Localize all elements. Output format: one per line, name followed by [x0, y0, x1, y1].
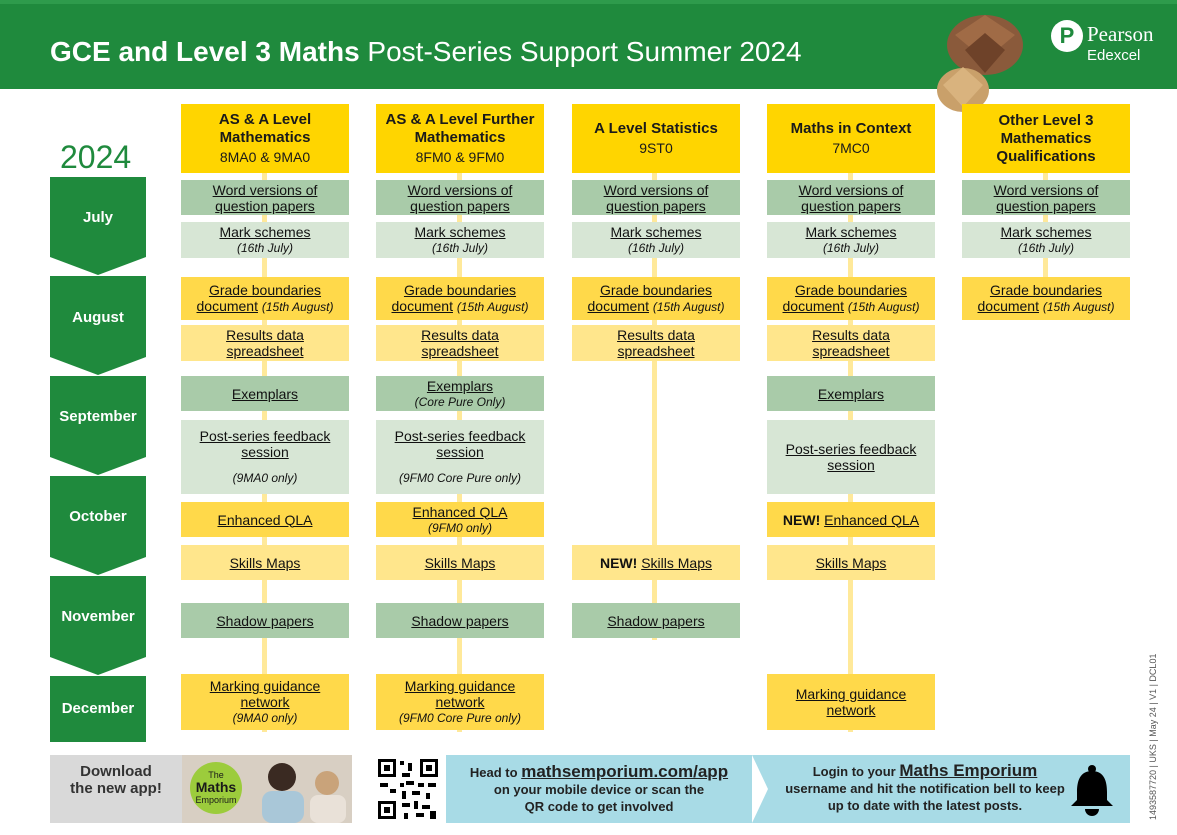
year-label: 2024: [60, 139, 132, 175]
column-title: Maths in Context: [790, 120, 912, 137]
pine-cones-image: [925, 5, 1045, 120]
enhanced-qla-link[interactable]: Enhanced QLA: [181, 502, 349, 537]
mark-schemes-link[interactable]: Mark schemes (16th July): [767, 222, 935, 258]
column-header-other-level3: [962, 104, 1130, 173]
column-code: 9ST0: [639, 140, 673, 156]
grade-boundaries-link[interactable]: Grade boundaries document (15th August): [376, 277, 544, 320]
month-december: December: [61, 700, 135, 717]
column-header-maths: [181, 104, 349, 173]
column-header-maths-in-context: [767, 104, 935, 173]
page-title: [50, 35, 802, 69]
column-code: 8MA0 & 9MA0: [219, 149, 311, 165]
month-arrows: [50, 177, 146, 757]
column-title: Other Level 3 Mathematics Qualifications: [996, 111, 1096, 165]
month-september: September: [59, 408, 137, 425]
feedback-session-link[interactable]: Post-series feedback session (9MA0 only): [181, 420, 349, 494]
maths-emporium-badge: [190, 762, 242, 814]
app-info-text: [446, 763, 752, 815]
word-versions-link[interactable]: Word versions of question papers: [376, 180, 544, 215]
panel-arrow: [752, 755, 768, 823]
exemplars-link[interactable]: Exemplars (Core Pure Only): [376, 376, 544, 411]
document-code: 1493587720 | UKS | May 24 | V1 | DCL01: [1148, 653, 1158, 820]
column-title: A Level Statistics: [594, 120, 718, 137]
results-data-link[interactable]: Results data spreadsheet: [767, 325, 935, 361]
word-versions-link[interactable]: Word versions of question papers: [572, 180, 740, 215]
column-header-statistics: [572, 104, 740, 173]
app-url-link[interactable]: mathsemporium.com/app: [521, 762, 729, 781]
login-prefix: Login to your: [812, 764, 896, 779]
title-bold: GCE and Level 3 Maths: [50, 36, 360, 67]
word-versions-link[interactable]: Word versions of question papers: [767, 180, 935, 215]
results-data-link[interactable]: Results data spreadsheet: [376, 325, 544, 361]
results-data-link[interactable]: Results data spreadsheet: [181, 325, 349, 361]
skills-maps-link[interactable]: Skills Maps: [181, 545, 349, 580]
scan-text: on your mobile device or scan the QR code to get involved: [493, 782, 705, 814]
brand-name: Pearson: [1087, 22, 1154, 46]
column-code: 7MC0: [832, 140, 870, 156]
skills-maps-link[interactable]: Skills Maps: [767, 545, 935, 580]
skills-maps-link[interactable]: NEW! Skills Maps: [572, 545, 740, 580]
grade-boundaries-link[interactable]: Grade boundaries document (15th August): [767, 277, 935, 320]
month-october: October: [69, 508, 127, 525]
mark-schemes-link[interactable]: Mark schemes (16th July): [181, 222, 349, 258]
qr-code-icon[interactable]: [376, 757, 440, 821]
marking-guidance-link[interactable]: Marking guidance network (9MA0 only): [181, 674, 349, 730]
notification-bell-icon: [1068, 764, 1116, 816]
mark-schemes-link[interactable]: Mark schemes (16th July): [572, 222, 740, 258]
feedback-session-link[interactable]: Post-series feedback session: [767, 420, 935, 494]
column-code: 8FM0 & 9FM0: [415, 149, 505, 165]
mark-schemes-link[interactable]: Mark schemes (16th July): [962, 222, 1130, 258]
mark-schemes-link[interactable]: Mark schemes (16th July): [376, 222, 544, 258]
column-title: AS & A Level Further Mathematics: [385, 111, 535, 146]
header-top-line: [0, 0, 1177, 4]
enhanced-qla-link[interactable]: Enhanced QLA (9FM0 only): [376, 502, 544, 537]
marking-guidance-link[interactable]: Marking guidance network: [767, 674, 935, 730]
badge-emporium: Emporium: [195, 795, 237, 805]
login-text: [780, 762, 1070, 814]
exemplars-link[interactable]: Exemplars: [767, 376, 935, 411]
grade-boundaries-link[interactable]: Grade boundaries document (15th August): [962, 277, 1130, 320]
shadow-papers-link[interactable]: Shadow papers: [181, 603, 349, 638]
skills-maps-link[interactable]: Skills Maps: [376, 545, 544, 580]
grade-boundaries-link[interactable]: Grade boundaries document (15th August): [181, 277, 349, 320]
column-header-further-maths: [376, 104, 544, 173]
marking-guidance-link[interactable]: Marking guidance network (9FM0 Core Pure only): [376, 674, 544, 730]
download-app-text: Download the new app!: [70, 763, 162, 797]
enhanced-qla-link[interactable]: NEW! Enhanced QLA: [767, 502, 935, 537]
month-august: August: [72, 309, 124, 326]
month-november: November: [61, 608, 135, 625]
month-july: July: [82, 209, 113, 226]
login-rest: username and hit the notification bell to keep up to date with the latest posts.: [785, 781, 1065, 813]
word-versions-link[interactable]: Word versions of question papers: [181, 180, 349, 215]
pearson-logo-icon: P: [1051, 20, 1083, 52]
feedback-session-link[interactable]: Post-series feedback session (9FM0 Core Pure only): [376, 420, 544, 494]
shadow-papers-link[interactable]: Shadow papers: [572, 603, 740, 638]
results-data-link[interactable]: Results data spreadsheet: [572, 325, 740, 361]
shadow-papers-link[interactable]: Shadow papers: [376, 603, 544, 638]
badge-maths: Maths: [195, 779, 237, 795]
sub-brand-name: Edexcel: [1087, 47, 1141, 64]
column-title: AS & A Level Mathematics: [218, 111, 312, 146]
head-to-text: Head to: [469, 765, 518, 780]
title-rest: Post-Series Support Summer 2024: [359, 36, 802, 67]
exemplars-link[interactable]: Exemplars: [181, 376, 349, 411]
word-versions-link[interactable]: Word versions of question papers: [962, 180, 1130, 215]
maths-emporium-link[interactable]: Maths Emporium: [899, 761, 1038, 780]
badge-the: The: [208, 770, 224, 780]
grade-boundaries-link[interactable]: Grade boundaries document (15th August): [572, 277, 740, 320]
